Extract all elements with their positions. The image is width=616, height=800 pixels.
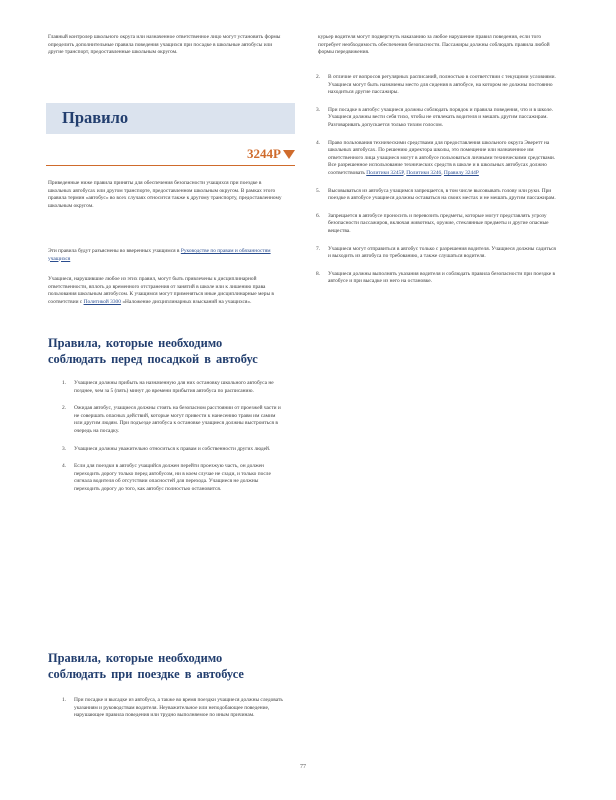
rules-during-ride-list [46, 697, 284, 730]
rules-before-boarding-list [46, 380, 284, 504]
paragraph-suffix: «Наложение дисциплинарных взысканий на учащихся». [122, 298, 252, 305]
paragraph-text: курьер водителя могут подвергнуть наказанию за любое нарушение правил поведения, если того потребует необходимость обеспечения безопасности. Пассажиры должны соблюдать правила любой формы передвижения. [318, 34, 550, 56]
list-item: 3. Учащиеся должны уважительно относиться к правам и собственности других людей. [61, 445, 271, 452]
divider [46, 165, 295, 166]
paragraph-purpose [48, 180, 284, 210]
list-item: 1. Учащиеся должны прибыть на назначенную для них остановку школьного автобуса не позднее, чем за 5 (пять) минут до времени прибытия автобуса по расписанию. [61, 380, 274, 394]
list-item: 2. В отличие от вопросов регулярных расписаний, полностью в соответствии с текущими условиями. Учащиеся могут быть назначены место для сидения в автобусе, на котором не должны постоянно находиться другие пассажиры. [315, 74, 556, 96]
handbook-link[interactable]: Руководстве по правам и обязанностям учащихся [48, 248, 271, 262]
rule-code: 3244Р [247, 146, 281, 161]
title-banner [46, 103, 295, 134]
paragraph-handbook [48, 248, 284, 263]
list-item: 2. Ожидая автобус, учащиеся должны стоять на безопасном расстоянии от проезжей части и не совершать опасных действий, которые могут привести к нанесению травм им самим или другим людям. При подъезде автобуса к остановке учащиеся должны выстроиться в очередь на посадку. [61, 405, 281, 434]
heading-text: Правила, которые необходимо соблюдать перед посадкой в автобус [48, 336, 258, 366]
policy-3245-link[interactable]: Политики 3245Р [366, 169, 404, 176]
paragraph-discipline [48, 276, 284, 306]
list-item: 3. При посадке в автобус учащиеся должны соблюдать порядок и правила поведения, что и в школе. Учащиеся должны вести себя тихо, чтобы не отвлекать водителя и мешать другим пассажирам. Разговаривать допускается только тихим голосом. [315, 106, 553, 128]
list-item: 1. При посадке и высадке из автобуса, а также во время поездки учащиеся должны следовать указаниям и руководствам водителя. Неуважительное или неподобающее поведение, нарушающее правила поведения или трудно выполняемое по иным причинам. [61, 697, 283, 719]
list-item: 6. Запрещается в автобусе проносить и перевозить предметы, которые могут представлять угрозу безопасности пассажиров, включая животных, оружие, стеклянные предметы и другие опасные вещества. [315, 212, 549, 234]
paragraph-text: Эти правила будут разъяснены во вверенных учащимся в [48, 248, 180, 254]
paragraph-text: Приведенные ниже правила приняты для обеспечения безопасности учащихся при поездке в школьных автобусах или другом транспорте, предоставленном школьным округом. В рамках этого правила термин «автобус» во всех случаях относится также к другому транспорту, предоставленному школьным округом. [48, 180, 282, 209]
list-item: 8. Учащиеся должны выполнять указания водителя и соблюдать правила безопасности при поездке в автобусе и при высадке из него на остановке. [315, 270, 556, 285]
section-heading-during-ride [48, 650, 284, 682]
list-item: 5. Высовываться из автобуса учащимся запрещается, в том числе высовывать голову или руки. При поездке в автобусе учащиеся должны оставаться на своих местах и не мешать другим пассажирам. [315, 187, 556, 202]
intro-paragraph [48, 34, 284, 57]
page-title: Правило [62, 108, 129, 127]
list-item: 4. Если для поездки в автобус учащийся должен перейти проезжую часть, он должен переходить дорогу только перед автобусом, ни в коем случае не сзади, и только после сигнала водителя об отсутствии опасностей для перехода. Учащиеся не должны переходить дорогу до того, как автобус полностью остановится. [61, 463, 271, 492]
rule-3244-link[interactable]: Правилу 3244Р [443, 169, 479, 176]
paragraph-text: Учащиеся, нарушившие любое из этих правил, могут быть привлечены к дисциплинарной ответственности, вплоть до временного отстранения от занятий в школе или к лишению права пользования школьным автобусом. К учащимся могут применяться иные дисциплинарные меры в соответствии с [48, 276, 274, 305]
rules-during-ride-continued-list [300, 74, 558, 296]
list-item: 4. Право пользования техническими средствами для предоставления школьного округа Эверетт на школьных автобусах. По решению директора школы, это помещение или назначенное им ответственного лица учащиеся могут в автобусе пользоваться личными техническими средствами. Все разрешенное использование технических средств в школе и в школьных автобусах должно соответствовать Политики 3245Р, Политики 3246, Правилу 3244Р [315, 139, 556, 176]
page-number: 77 [300, 764, 306, 770]
section-heading-before-boarding [48, 335, 284, 367]
list-item: 7. Учащиеся могут отправиться в автобус только с разрешения водителя. Учащиеся должны садиться и выходить из автобуса по требованию, а также слушаться водителя. [315, 245, 556, 260]
policy-3300-link[interactable]: Политикой 3300 [83, 298, 121, 305]
triangle-marker-icon [283, 150, 295, 159]
continued-paragraph [318, 34, 554, 57]
intro-text: Главный контролер школьного округа или назначенное ответственное лицо могут установить формы определить дополнительные правила поведения учащихся при посадке в школьные автобусы или другие транспорт, предоставленные школьным округом. [48, 34, 281, 56]
policy-3246-link[interactable]: Политики 3246 [406, 169, 442, 176]
heading-text: Правила, которые необходимо соблюдать при поездке в автобусе [48, 651, 244, 681]
